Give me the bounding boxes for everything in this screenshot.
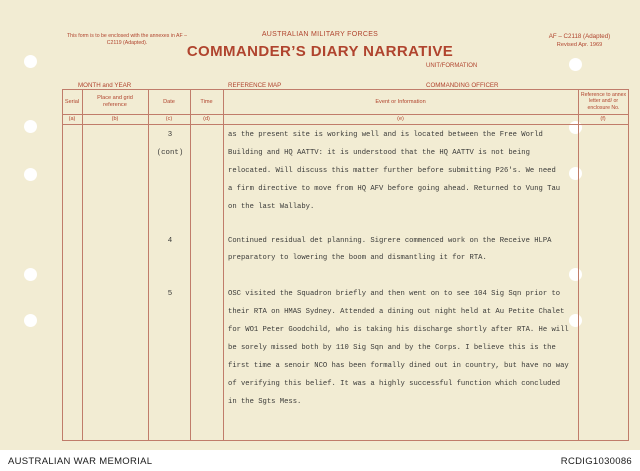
column-header-time: Time [200,99,213,105]
rule-head-bottom [62,114,578,115]
entry-line: their RTA on HMAS Sydney. Attended a dining out night held at Au Petite Chalet [228,308,565,316]
footer-record-id: RCDIG1030086 [560,456,632,467]
entry-line: on the last Wallaby. [228,203,315,211]
column-header-event: Event or Information [375,99,426,105]
entry-date: 4 [167,237,173,245]
punch-hole [569,268,582,281]
entry-line: Building and HQ AATTV: it is understood that the HQ AATTV is not being [228,149,530,157]
punch-hole [24,120,37,133]
column-letter-d: (d) [203,116,210,122]
column-divider [148,89,149,440]
enclosure-note: This form is to be enclosed with the annexes in AF – C2119 (Adapted). [67,33,187,46]
entry-date: 3 [167,131,173,139]
column-letter-f: (f) [600,116,606,122]
column-divider [62,89,63,440]
entry-line: be sorely missed both by 110 Sig Sqn and by the Corps. I believe this is the [228,344,556,352]
entry-line: relocated. Will discuss this matter further before submitting P26's. We need [228,167,556,175]
entry-line: for WO1 Peter Goodchild, who is taking his discharge shortly after RTA. He will [228,326,569,334]
punch-hole [569,167,582,180]
rule-top [62,89,578,90]
entry-line: preparatory to lowering the boom and dismantling it for RTA. [228,254,487,262]
column-divider [190,89,191,440]
column-header-date: Date [163,99,175,105]
rule-letters-bottom [62,124,578,125]
column-divider [628,89,629,440]
entry-line: Continued residual det planning. Sigrere commenced work on the Receive HLPA [228,237,552,245]
reference-map-label: REFERENCE MAP [228,82,282,89]
column-divider [578,89,579,440]
column-divider [82,89,83,440]
punch-hole [24,168,37,181]
rule-letters-bottom-right [578,124,629,125]
entry-date-continued: (cont) [156,149,184,157]
punch-hole [24,268,37,281]
column-divider [223,89,224,440]
revision-date: Revised Apr. 1969 [556,42,603,48]
footer-archive-name: AUSTRALIAN WAR MEMORIAL [8,456,153,467]
unit-formation-label: UNIT/FORMATION [426,63,478,69]
entry-line: first time a senoir NCO has been formally dined out in country, but have no way [228,362,569,370]
entry-line: OSC visited the Squadron briefly and then went on to see 104 Sig Sqn prior to [228,290,561,298]
entry-line: in the Sgts Mess. [228,398,302,406]
column-letter-e: (e) [397,116,404,122]
punch-hole [569,121,582,134]
rule-top-right [578,89,629,90]
column-header-serial: Serial [64,99,80,105]
rule-page-bottom-right [578,440,629,441]
punch-hole [569,314,582,327]
rule-head-bottom-right [578,114,629,115]
entry-line: a firm directive to move from HQ AFV before going ahead. Returned to Vung Tau [228,185,561,193]
month-year-label: MONTH and YEAR [78,82,132,89]
punch-hole [24,314,37,327]
entry-line: as the present site is working well and is located between the Free World [228,131,543,139]
column-letter-c: (c) [165,116,173,122]
column-letter-a: (a) [68,116,76,122]
column-header-place: Place and grid reference [97,95,133,108]
rule-page-bottom [62,440,578,441]
form-number: AF – C2118 (Adapted) [548,33,611,40]
form-title: COMMANDER’S DIARY NARRATIVE [186,43,454,60]
entry-line: of verifying this belief. It was a highly successful function which concluded [228,380,561,388]
entry-date: 5 [167,290,173,298]
column-letter-b: (b) [111,116,119,122]
column-header-reference: Reference to annex letter and/ or enclosure No. [580,92,627,111]
commanding-officer-label: COMMANDING OFFICER [426,82,499,89]
organisation-name: AUSTRALIAN MILITARY FORCES [261,31,379,38]
